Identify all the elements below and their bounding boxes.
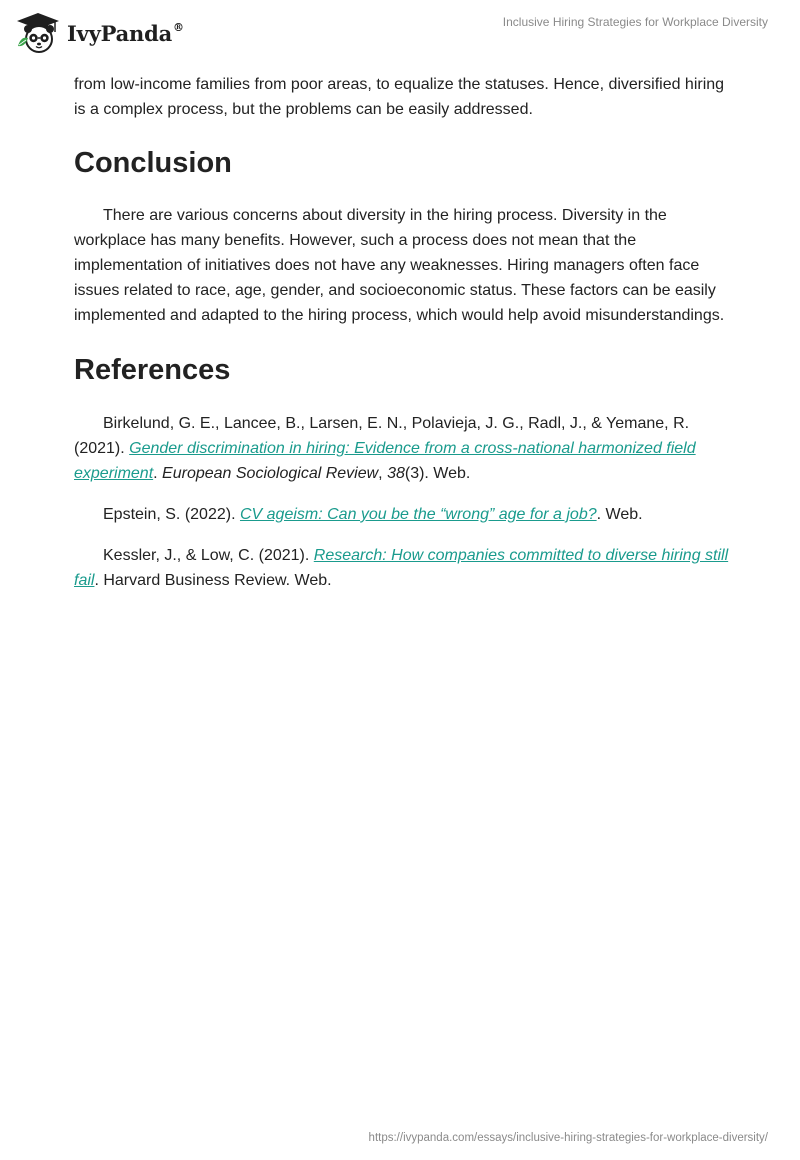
source-url[interactable]: https://ivypanda.com/essays/inclusive-hiring-strategies-for-workplace-diversity/ <box>368 1132 768 1144</box>
document-body <box>74 72 734 609</box>
reference-link[interactable]: Gender discrimination in hiring: Evidence from a cross-national harmonized field experiment <box>74 440 696 482</box>
document-title: Inclusive Hiring Strategies for Workplace Diversity <box>502 15 768 29</box>
reference-item: Epstein, S. (2022). CV ageism: Can you be the “wrong” age for a job?. Web. <box>103 506 643 523</box>
reference-item: Birkelund, G. E., Lancee, B., Larsen, E. N., Polavieja, J. G., Radl, J., & Yemane, R. (2021). Gender discrimination in hiring: Evidence from a cross-national harmonized field experiment. European Sociological Review, 38(3). Web. <box>74 415 696 482</box>
paragraph-continuation: from low-income families from poor areas, to equalize the statuses. Hence, diversified hiring is a complex process, but the problems can be easily addressed. <box>74 76 725 118</box>
conclusion-heading: Conclusion <box>74 147 232 179</box>
references-heading: References <box>74 354 231 386</box>
ivypanda-logo[interactable] <box>15 9 215 57</box>
panda-graduate-icon <box>15 10 61 56</box>
brand-name: IvyPanda® <box>67 20 184 46</box>
reference-link[interactable]: Research: How companies committed to diverse hiring still fail <box>74 547 729 589</box>
reference-item: Kessler, J., & Low, C. (2021). Research: How companies committed to diverse hiring still fail. Harvard Business Review. Web. <box>74 547 729 589</box>
conclusion-paragraph: There are various concerns about diversity in the hiring process. Diversity in the workplace has many benefits. However, such a process does not mean that the implementation of initiatives does not have any weaknesses. Hiring managers often face issues related to race, age, gender, and socioeconomic status. These factors can be easily implemented and adapted to the hiring process, which would help avoid misunderstandings. <box>74 207 725 324</box>
page-header <box>0 0 800 70</box>
reference-link[interactable]: CV ageism: Can you be the “wrong” age for a job? <box>239 506 597 523</box>
